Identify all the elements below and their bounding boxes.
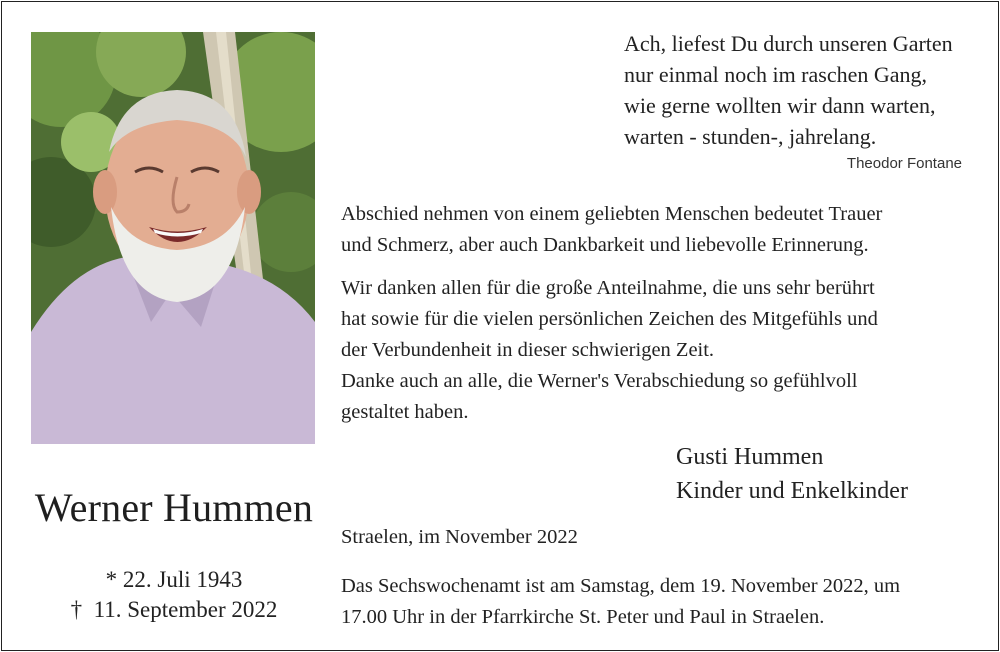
poem-author: Theodor Fontane (846, 155, 962, 172)
text-line: Abschied nehmen von einem geliebten Menschen bedeutet Trauer (341, 203, 883, 225)
poem-line: warten - stunden-, jahrelang. (624, 124, 877, 149)
text-line: gestaltet haben. (341, 401, 469, 423)
signature (676, 440, 908, 508)
text-line: Danke auch an alle, die Werner's Verabschiedung so gefühlvoll (341, 370, 858, 392)
signature-line: Kinder und Enkelkinder (676, 478, 908, 504)
place-date: Straelen, im November 2022 (341, 526, 578, 548)
paragraph-thanks (341, 273, 878, 428)
poem-line: wie gerne wollten wir dann warten, (624, 93, 936, 118)
obituary-card (1, 1, 999, 651)
text-line: hat sowie für die vielen persönlichen Zeichen des Mitgefühls und (341, 308, 878, 330)
birth-date: * 22. Juli 1943 (105, 567, 243, 592)
text-line: Das Sechswochenamt ist am Samstag, dem 19. November 2022, um (341, 575, 901, 597)
poem (624, 28, 953, 152)
cross-icon: † (70, 597, 83, 622)
death-date-line (2, 594, 346, 626)
text-line: der Verbundenheit in dieser schwierigen Zeit. (341, 339, 715, 361)
deceased-name: Werner Hummen (34, 485, 314, 530)
death-date: 11. September 2022 (93, 597, 278, 622)
poem-line: nur einmal noch im raschen Gang, (624, 62, 928, 87)
text-line: 17.00 Uhr in der Pfarrkirche St. Peter und Paul in Straelen. (341, 606, 825, 628)
signature-line: Gusti Hummen (676, 444, 824, 470)
service-notice (341, 571, 900, 633)
portrait-photo (31, 32, 315, 444)
text-line: Wir danken allen für die große Anteilnahme, die uns sehr berührt (341, 277, 875, 299)
poem-line: Ach, liefest Du durch unseren Garten (624, 31, 953, 56)
text-line: und Schmerz, aber auch Dankbarkeit und liebevolle Erinnerung. (341, 234, 869, 256)
paragraph-farewell (341, 199, 882, 261)
